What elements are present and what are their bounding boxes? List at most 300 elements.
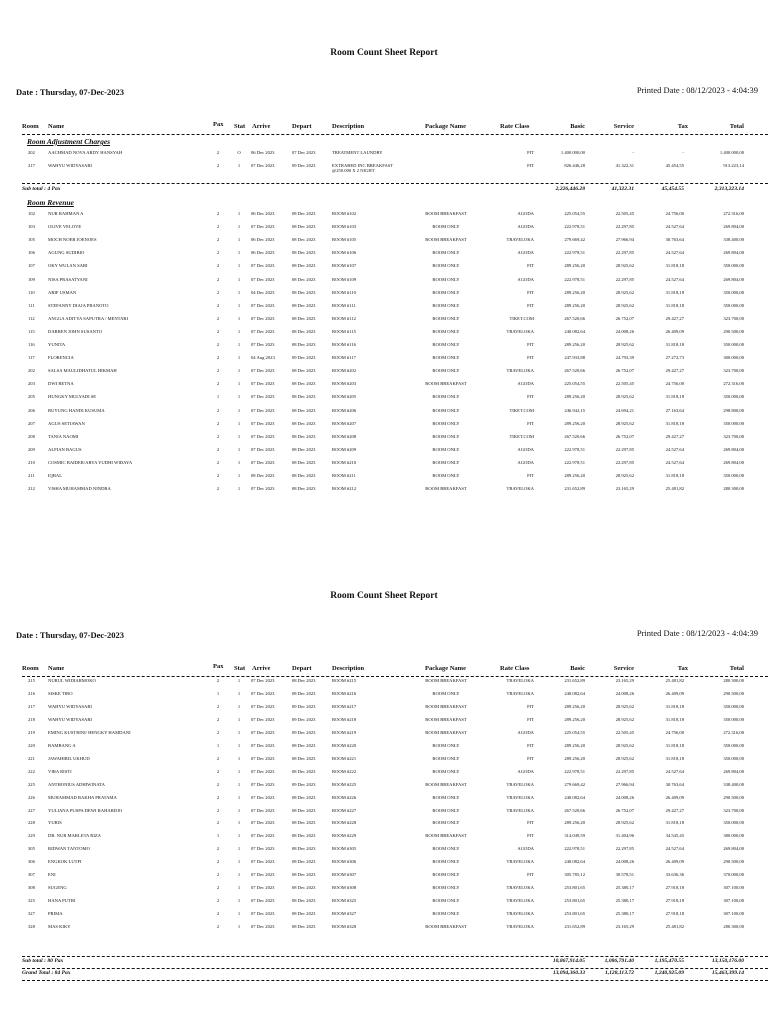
cell-pax: 2 xyxy=(216,381,220,387)
cell-package: ROOM ONLY xyxy=(432,807,460,813)
cell-room: 212 xyxy=(28,486,35,492)
cell-arrive: 07 Dec 2023 xyxy=(251,742,275,748)
cell-basic: 289.256,20 xyxy=(564,420,585,426)
cell-package: ROOM ONLY xyxy=(432,794,460,800)
subtotal-rule-adjustment xyxy=(22,183,768,184)
cell-total: 290.500,00 xyxy=(723,328,744,334)
cell-arrive: 07 Dec 2023 xyxy=(251,315,275,321)
cell-package: ROOM ONLY xyxy=(432,342,460,347)
cell-package: ROOM ONLY xyxy=(432,820,460,826)
cell-room: 208 xyxy=(28,433,35,439)
cell-service: 22.505,45 xyxy=(615,211,634,216)
cell-room: 308 xyxy=(28,885,35,891)
cell-arrive: 07 Dec 2023 xyxy=(251,846,275,852)
cell-arrive: 08 Dec 2023 xyxy=(251,473,275,478)
cell-depart: 08 Dec 2023 xyxy=(292,289,316,295)
cell-pax: 2 xyxy=(216,459,220,465)
table-row xyxy=(0,911,768,923)
cell-tax: 25.481,82 xyxy=(665,924,684,930)
table-row xyxy=(0,355,768,367)
cell-total: 269.804,00 xyxy=(723,250,744,256)
subtotal-service: 41,322.31 xyxy=(611,186,634,192)
table-row xyxy=(0,924,768,936)
cell-depart: 08 Dec 2023 xyxy=(292,924,316,930)
table-row xyxy=(0,342,768,354)
table-row xyxy=(0,224,768,236)
cell-room: 217 xyxy=(28,162,35,168)
cell-description: ROOM #328 xyxy=(332,924,357,930)
cell-stat: 1 xyxy=(237,162,241,168)
cell-pax: 2 xyxy=(216,807,220,813)
cell-service: 25.380,17 xyxy=(615,911,634,917)
cell-pax: 2 xyxy=(216,328,220,334)
table-row xyxy=(0,447,768,459)
table-row xyxy=(0,717,768,729)
cell-description: ROOM #219 xyxy=(332,729,357,735)
table-row xyxy=(0,691,768,703)
cell-name: STEFANNY DIAJA PRANOTO xyxy=(48,302,109,308)
cell-package: ROOM ONLY xyxy=(432,355,460,361)
col-arrive: Arrive xyxy=(252,123,271,130)
cell-rate-class: TRAVELOKA xyxy=(506,898,534,904)
cell-pax: 2 xyxy=(216,872,220,878)
cell-room: 112 xyxy=(28,315,35,321)
cell-basic: 253.801,65 xyxy=(564,885,585,891)
cell-tax: 26.409,09 xyxy=(665,328,684,334)
cell-service: 26.752,07 xyxy=(615,433,634,439)
table-row xyxy=(0,846,768,858)
cell-description: ROOM #210 xyxy=(332,459,357,465)
cell-tax: 33.636,36 xyxy=(665,872,684,878)
cell-pax: 1 xyxy=(216,690,220,696)
cell-name: JAWAHIRIL UKHUD xyxy=(48,755,90,761)
cell-name: TANIA NAOMI xyxy=(48,433,79,439)
cell-name: NISA PRASATYANI xyxy=(48,276,88,282)
col-tax: Tax xyxy=(677,665,688,672)
cell-rate-class: AGODA xyxy=(517,729,534,735)
cell-name: ANGGA ADITYA SAPUTRA / MENTARI xyxy=(48,315,129,321)
cell-service: 24.008,26 xyxy=(615,690,634,696)
cell-name: OLIVE VELOVE xyxy=(48,224,82,230)
cell-room: 215 xyxy=(28,678,35,683)
cell-description: ROOM #307 xyxy=(332,872,357,878)
grandtotal-label: Grand Total : 84 Pax xyxy=(22,970,71,976)
cell-tax: 31.818,18 xyxy=(665,420,684,426)
cell-arrive: 07 Dec 2023 xyxy=(251,394,275,400)
cell-pax: 1 xyxy=(216,394,220,400)
cell-arrive: 07 Dec 2023 xyxy=(251,859,275,865)
cell-stat: 1 xyxy=(237,276,241,282)
cell-arrive: 07 Dec 2023 xyxy=(251,459,275,465)
cell-tax: 27.918,18 xyxy=(665,885,684,891)
cell-rate-class: FIT xyxy=(527,302,534,308)
cell-name: SALSA MAULIDHATUL HIKMAH xyxy=(48,368,117,374)
cell-depart: 08 Dec 2023 xyxy=(292,690,316,696)
cell-total: 370.000,00 xyxy=(723,872,744,878)
cell-rate-class: TRAVELOKA xyxy=(506,885,534,891)
cell-service: 31.404,96 xyxy=(615,833,634,839)
cell-stat: 1 xyxy=(237,355,241,361)
cell-total: 350.000,00 xyxy=(723,302,744,308)
table-row xyxy=(0,859,768,871)
cell-total: 290.500,00 xyxy=(723,690,744,696)
cell-basic: 231.652,89 xyxy=(564,486,585,492)
cell-rate-class: TRAVELOKA xyxy=(506,911,534,917)
cell-basic: 253.801,65 xyxy=(564,898,585,904)
cell-package: ROOM ONLY xyxy=(432,911,460,917)
cell-tax: 29.427,27 xyxy=(665,433,684,439)
cell-stat: 1 xyxy=(237,924,241,930)
cell-stat: 1 xyxy=(237,394,241,400)
cell-package: ROOM BREAKFAST xyxy=(425,211,467,216)
cell-package: ROOM ONLY xyxy=(432,328,460,334)
cell-room: 229 xyxy=(28,833,35,839)
cell-total: 269.804,00 xyxy=(723,459,744,465)
cell-package: ROOM ONLY xyxy=(432,420,460,426)
cell-pax: 2 xyxy=(216,407,220,413)
cell-tax: 31.818,18 xyxy=(665,716,684,722)
cell-tax: 34.545,45 xyxy=(665,833,684,839)
cell-basic: 222.978,51 xyxy=(564,276,585,282)
cell-stat: 1 xyxy=(237,459,241,465)
cell-package: ROOM ONLY xyxy=(432,459,460,465)
cell-rate-class: FIT xyxy=(527,703,534,709)
cell-arrive: 07 Dec 2023 xyxy=(251,781,275,787)
cell-service: 23.165,29 xyxy=(615,924,634,930)
cell-rate-class: TRAVELOKA xyxy=(506,807,534,813)
cell-basic: 267.520,66 xyxy=(564,315,585,321)
cell-description: ROOM #117 xyxy=(332,355,356,361)
cell-depart: 08 Dec 2023 xyxy=(292,302,316,308)
cell-description: ROOM #212 xyxy=(332,486,357,492)
cell-depart: 08 Dec 2023 xyxy=(292,486,316,492)
cell-arrive: 07 Dec 2023 xyxy=(251,872,275,878)
cell-package: ROOM ONLY xyxy=(432,302,460,308)
cell-tax: 30.763,64 xyxy=(665,237,684,243)
cell-package: ROOM ONLY xyxy=(432,276,460,282)
cell-package: ROOM ONLY xyxy=(432,368,460,374)
cell-room: 207 xyxy=(28,420,35,426)
cell-basic: 289.256,20 xyxy=(564,742,585,748)
cell-total: 913.223,14 xyxy=(723,162,744,168)
cell-description: ROOM #208 xyxy=(332,433,357,439)
cell-depart: 08 Dec 2023 xyxy=(292,807,316,813)
cell-tax: 31.818,18 xyxy=(665,820,684,826)
table-row xyxy=(0,368,768,380)
cell-rate-class: TRAVELOKA xyxy=(506,690,534,696)
cell-basic: 225.054,55 xyxy=(564,381,585,387)
cell-name: ARIF USMAN xyxy=(48,289,77,295)
cell-description: ROOM #115 xyxy=(332,328,356,334)
cell-depart: 08 Dec 2023 xyxy=(292,446,316,452)
subtotal-total: 13,150,176.00 xyxy=(711,958,744,964)
cell-total: 338.400,00 xyxy=(723,781,744,787)
cell-total: 350.000,00 xyxy=(723,289,744,295)
cell-pax: 2 xyxy=(216,433,220,439)
cell-package: ROOM ONLY xyxy=(432,742,460,748)
cell-room: 206 xyxy=(28,407,35,413)
cell-rate-class: FIT xyxy=(527,289,534,295)
cell-tax: 24.527,64 xyxy=(665,459,684,465)
grandtotal-service: 1,128,113.72 xyxy=(604,970,634,976)
cell-service: 28.925,62 xyxy=(615,420,634,426)
cell-package: ROOM ONLY xyxy=(432,872,460,878)
cell-description: TREATMENT LAUNDRY xyxy=(332,150,383,155)
cell-package: ROOM BREAKFAST xyxy=(425,781,467,787)
cell-stat: 1 xyxy=(237,742,241,748)
cell-depart: 08 Dec 2023 xyxy=(292,755,316,761)
cell-stat: 1 xyxy=(237,846,241,852)
col-pax: Pax xyxy=(213,663,224,670)
cell-basic: 253.801,65 xyxy=(564,911,585,917)
grandtotal-tax: 1,240,925.09 xyxy=(654,970,684,976)
cell-room: 217 xyxy=(28,703,35,709)
cell-rate-class: AGODA xyxy=(517,446,534,452)
cell-arrive: 04 Dec 2023 xyxy=(251,289,275,295)
cell-name: HUNGKY MULYADI SE xyxy=(48,394,97,400)
cell-depart: 08 Dec 2023 xyxy=(292,263,316,269)
cell-package: ROOM ONLY xyxy=(432,885,460,891)
cell-name: BUYUNG HANDI KUSUMA xyxy=(48,407,105,413)
cell-depart: 08 Dec 2023 xyxy=(292,820,316,826)
subtotal-basic: 10,867,914.05 xyxy=(552,958,585,964)
cell-basic: 314.049,59 xyxy=(564,833,585,839)
cell-name: NUR RAHMAN A xyxy=(48,211,84,216)
cell-stat: 1 xyxy=(237,237,241,243)
cell-total: 280.300,00 xyxy=(723,678,744,683)
cell-stat: 1 xyxy=(237,729,241,735)
grandtotal-rule xyxy=(22,968,768,969)
cell-name: OKY WULAN SARI xyxy=(48,263,88,269)
cell-basic: 225.054,55 xyxy=(564,211,585,216)
cell-stat: 1 xyxy=(237,820,241,826)
cell-service: - xyxy=(632,150,634,155)
subtotal-rule xyxy=(22,956,768,957)
cell-stat: 1 xyxy=(237,446,241,452)
cell-total: 280.300,00 xyxy=(723,924,744,930)
cell-service: 24.793,39 xyxy=(615,355,634,361)
cell-total: 350.000,00 xyxy=(723,820,744,826)
cell-description: ROOM #327 xyxy=(332,911,357,917)
cell-rate-class: FIT xyxy=(527,473,534,478)
cell-description: ROOM #109 xyxy=(332,276,357,282)
table-row xyxy=(0,704,768,716)
cell-service: 27.966,94 xyxy=(615,781,634,787)
cell-package: ROOM BREAKFAST xyxy=(425,486,467,492)
cell-room: 228 xyxy=(28,820,35,826)
cell-room: 305 xyxy=(28,846,35,852)
report-title: Room Count Sheet Report xyxy=(330,591,438,601)
cell-service: 28.925,62 xyxy=(615,263,634,269)
cell-rate-class: FIT xyxy=(527,872,534,878)
cell-name: YURIS xyxy=(48,820,62,826)
cell-room: 202 xyxy=(28,368,35,374)
cell-name: MAS KIKY xyxy=(48,924,71,930)
subtotal-adjustment xyxy=(0,186,768,195)
col-tax: Tax xyxy=(677,123,688,130)
cell-package: ROOM ONLY xyxy=(432,859,460,865)
cell-depart: 08 Dec 2023 xyxy=(292,859,316,865)
cell-depart: 09 Dec 2023 xyxy=(292,703,316,709)
grandtotal-total: 15,463,399.14 xyxy=(711,970,744,976)
cell-service: 28.925,62 xyxy=(615,716,634,722)
cell-description: ROOM #218 xyxy=(332,716,357,722)
subtotal-revenue xyxy=(0,958,768,967)
table-row xyxy=(0,730,768,742)
cell-name: COSMIC BAIDER/ARYA YUDHI WIDAYA xyxy=(48,459,133,465)
cell-description: ROOM #112 xyxy=(332,315,356,321)
cell-room: 107 xyxy=(28,263,35,269)
cell-depart: 08 Dec 2023 xyxy=(292,342,316,347)
table-row xyxy=(0,473,768,485)
cell-room: 105 xyxy=(28,237,35,243)
cell-arrive: 04 Aug 2023 xyxy=(251,355,275,361)
cell-depart: 08 Dec 2023 xyxy=(292,459,316,465)
cell-tax: 31.818,18 xyxy=(665,289,684,295)
cell-rate-class: FIT xyxy=(527,355,534,361)
cell-pax: 2 xyxy=(216,224,220,230)
cell-pax: 2 xyxy=(216,420,220,426)
cell-tax: 31.818,18 xyxy=(665,755,684,761)
cell-stat: 1 xyxy=(237,911,241,917)
cell-basic: 289.256,20 xyxy=(564,263,585,269)
cell-stat: 1 xyxy=(237,690,241,696)
cell-total: 350.000,00 xyxy=(723,703,744,709)
cell-package: ROOM BREAKFAST xyxy=(425,678,467,683)
table-row xyxy=(0,277,768,289)
cell-service: 28.925,62 xyxy=(615,473,634,478)
cell-package: ROOM ONLY xyxy=(432,473,460,478)
cell-service: 22.505,45 xyxy=(615,729,634,735)
table-row xyxy=(0,678,768,690)
cell-description: ROOM #222 xyxy=(332,768,357,774)
header-rule xyxy=(22,134,768,135)
cell-name: VIRA RISTI xyxy=(48,768,72,774)
cell-total: 1.400.000,00 xyxy=(719,150,744,155)
cell-rate-class: TIKET.COM xyxy=(509,433,534,439)
cell-service: 23.165,29 xyxy=(615,678,634,683)
subtotal-label: Sub total : 80 Pax xyxy=(22,958,64,964)
cell-arrive: 06 Dec 2023 xyxy=(251,250,275,256)
cell-description: ROOM #217 xyxy=(332,703,357,709)
cell-name: RIDWAN TANTOMO xyxy=(48,846,90,852)
table-row xyxy=(0,898,768,910)
cell-name: EMING KUSTRINI/ HENGKY HAMDANI xyxy=(48,729,131,735)
col-basic: Basic xyxy=(570,123,585,130)
cell-room: 210 xyxy=(28,459,35,465)
table-row xyxy=(0,290,768,302)
cell-arrive: 07 Dec 2023 xyxy=(251,302,275,308)
cell-tax: 31.818,18 xyxy=(665,394,684,400)
cell-package: ROOM ONLY xyxy=(432,768,460,774)
cell-depart: 08 Dec 2023 xyxy=(292,433,316,439)
cell-description: ROOM #225 xyxy=(332,781,357,787)
cell-tax: 27.918,18 xyxy=(665,911,684,917)
cell-basic: 222.978,51 xyxy=(564,768,585,774)
cell-basic: 289.256,20 xyxy=(564,302,585,308)
cell-pax: 2 xyxy=(216,211,220,216)
cell-depart: 09 Dec 2023 xyxy=(292,729,316,735)
cell-depart: 08 Dec 2023 xyxy=(292,872,316,878)
cell-service: 28.925,62 xyxy=(615,820,634,826)
cell-pax: 2 xyxy=(216,703,220,709)
cell-service: 22.297,85 xyxy=(615,446,634,452)
cell-service: 28.925,62 xyxy=(615,742,634,748)
cell-arrive: 07 Dec 2023 xyxy=(251,342,275,347)
cell-description: ROOM #229 xyxy=(332,833,357,839)
cell-total: 380.000,00 xyxy=(723,833,744,839)
cell-name: ENGKOK LUTFI xyxy=(48,859,82,865)
cell-service: 28.925,62 xyxy=(615,289,634,295)
cell-name: DR. NUR MARLETA RIZA xyxy=(48,833,101,839)
cell-service: 22.297,85 xyxy=(615,224,634,230)
cell-tax: 31.818,18 xyxy=(665,302,684,308)
cell-room: 219 xyxy=(28,729,35,735)
cell-total: 269.804,00 xyxy=(723,846,744,852)
cell-tax: 24.527,64 xyxy=(665,768,684,774)
cell-stat: 1 xyxy=(237,381,241,387)
cell-total: 280.300,00 xyxy=(723,486,744,492)
grand-total xyxy=(0,970,768,979)
subtotal-tax: 1,195,470.55 xyxy=(654,958,684,964)
col-rate-class: Rate Class xyxy=(500,123,530,130)
cell-basic: 289.256,20 xyxy=(564,716,585,722)
cell-room: 209 xyxy=(28,446,35,452)
cell-total: 350.000,00 xyxy=(723,420,744,426)
cell-arrive: 07 Dec 2023 xyxy=(251,263,275,269)
cell-stat: 1 xyxy=(237,407,241,413)
cell-package: ROOM ONLY xyxy=(432,250,460,256)
cell-depart: 08 Dec 2023 xyxy=(292,898,316,904)
col-pax: Pax xyxy=(213,121,224,128)
cell-basic: 225.054,55 xyxy=(564,729,585,735)
table-row xyxy=(0,756,768,768)
cell-basic: 826.446,28 xyxy=(564,162,585,168)
cell-depart: 08 Dec 2023 xyxy=(292,224,316,230)
cell-tax: 45.454,55 xyxy=(665,162,684,168)
cell-depart: 08 Dec 2023 xyxy=(292,276,316,282)
table-row xyxy=(0,769,768,781)
cell-rate-class: TRAVELOKA xyxy=(506,678,534,683)
cell-description: ROOM #305 xyxy=(332,846,357,852)
cell-arrive: 07 Dec 2023 xyxy=(251,328,275,334)
cell-pax: 2 xyxy=(216,368,220,374)
cell-package: ROOM BREAKFAST xyxy=(425,729,467,735)
cell-total: 338.400,00 xyxy=(723,237,744,243)
cell-room: 222 xyxy=(28,768,35,774)
cell-rate-class: FIT xyxy=(527,742,534,748)
col-room: Room xyxy=(22,665,39,672)
report-page-2 xyxy=(0,540,768,1024)
cell-total: 298.800,00 xyxy=(723,407,744,413)
cell-pax: 2 xyxy=(216,678,220,683)
col-stat: Stat xyxy=(234,123,246,130)
cell-arrive: 07 Dec 2023 xyxy=(251,911,275,917)
cell-arrive: 07 Dec 2023 xyxy=(251,446,275,452)
cell-stat: 1 xyxy=(237,898,241,904)
cell-name: BAMBANG A xyxy=(48,742,76,748)
cell-arrive: 07 Dec 2023 xyxy=(251,433,275,439)
cell-tax: 31.818,18 xyxy=(665,473,684,478)
cell-name: PRIMA xyxy=(48,911,63,917)
cell-rate-class: FIT xyxy=(527,162,534,168)
cell-service: 24.008,26 xyxy=(615,328,634,334)
cell-stat: 1 xyxy=(237,211,241,216)
cell-name: HANA PUTRI xyxy=(48,898,76,904)
col-package: Package Name xyxy=(425,665,466,672)
cell-service: 28.925,62 xyxy=(615,755,634,761)
cell-stat: 1 xyxy=(237,716,241,722)
